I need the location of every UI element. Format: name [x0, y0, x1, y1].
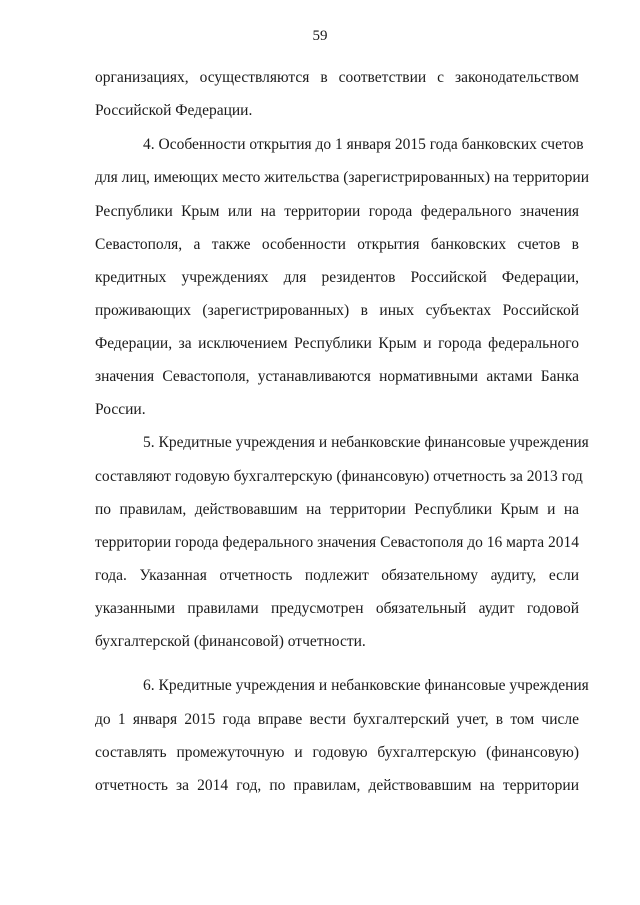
paragraph-4-line: кредитных учреждениях для резидентов Российской Федерации, [95, 269, 579, 286]
paragraph-6-line: отчетность за 2014 год, по правилам, действовавшим на территории [95, 777, 579, 794]
paragraph-5-line: указанными правилами предусмотрен обязательный аудит годовой [95, 600, 579, 617]
paragraph-4-line: Севастополя, а также особенности открытия банковских счетов в [95, 236, 579, 253]
paragraph-4-line: проживающих (зарегистрированных) в иных субъектах Российской [95, 302, 579, 319]
paragraph-5-line: 5. Кредитные учреждения и небанковские финансовые учреждения [143, 434, 589, 451]
paragraph-4-line: значения Севастополя, устанавливаются нормативными актами Банка [95, 368, 579, 385]
page-number: 59 [312, 28, 328, 44]
paragraph-6-line: до 1 января 2015 года вправе вести бухгалтерский учет, в том числе [95, 711, 579, 728]
paragraph-5-line: бухгалтерской (финансовой) отчетности. [95, 633, 366, 650]
paragraph-5-line: территории города федерального значения Севастополя до 16 марта 2014 [95, 534, 579, 551]
paragraph-6-line: составлять промежуточную и годовую бухгалтерскую (финансовую) [95, 744, 579, 761]
continuation-line: организациях, осуществляются в соответствии с законодательством [95, 69, 579, 86]
paragraph-5-line: года. Указанная отчетность подлежит обязательному аудиту, если [95, 567, 579, 584]
paragraph-4-line: Республики Крым или на территории города федерального значения [95, 203, 579, 220]
paragraph-5-line: по правилам, действовавшим на территории Республики Крым и на [95, 501, 579, 518]
paragraph-6-line: 6. Кредитные учреждения и небанковские финансовые учреждения [143, 677, 589, 694]
paragraph-4-line: для лиц, имеющих место жительства (зарегистрированных) на территории [95, 169, 590, 186]
continuation-line: Российской Федерации. [95, 102, 253, 119]
paragraph-5-line: составляют годовую бухгалтерскую (финансовую) отчетность за 2013 год [95, 468, 583, 485]
paragraph-4-line: России. [95, 401, 146, 418]
paragraph-4-line: Федерации, за исключением Республики Крым и города федерального [95, 335, 579, 352]
paragraph-4-line: 4. Особенности открытия до 1 января 2015 года банковских счетов [143, 136, 584, 153]
